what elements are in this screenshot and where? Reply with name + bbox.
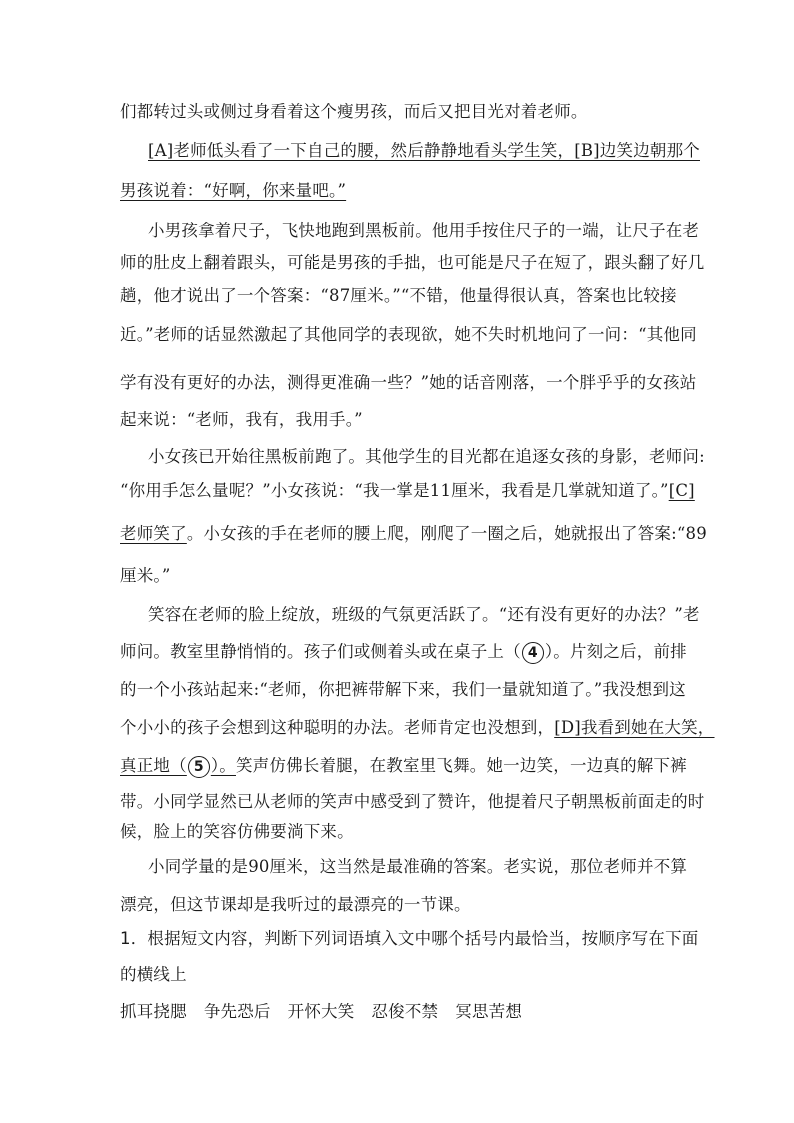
passage-text: 个小小的孩子会想到这种聪明的办法。老师肯定也没想到， xyxy=(120,718,555,737)
passage-line: 小女孩已开始往黑板前跑了。其他学生的目光都在追逐女孩的身影，老师问: xyxy=(148,447,705,466)
passage-line xyxy=(120,755,687,778)
passage-line: 学有没有更好的办法，测得更准确一些？”她的话音刚落，一个胖乎乎的女孩站 xyxy=(120,373,697,392)
passage-line: 笑容在老师的脸上绽放，班级的气氛更活跃了。“还有没有更好的办法？”老 xyxy=(148,605,700,624)
passage-line xyxy=(120,717,715,739)
passage-text: “你用手怎么量呢？”小女孩说：“我一掌是11厘米，我看是几掌就知道了。” xyxy=(120,481,669,500)
passage-line: 趟，他才说出了一个答案：“87厘米。”“不错，他量得很认真，答案也比较接 xyxy=(120,286,677,305)
blank-number-5-circled: 5 xyxy=(188,756,210,778)
passage-line: 小男孩拿着尺子，飞快地跑到黑板前。他用手按住尺子的一端，让尺子在老 xyxy=(148,221,700,240)
underlined-sentence-d: [D]我看到她在大笑， xyxy=(554,718,715,737)
passage-line xyxy=(148,140,700,162)
underlined-sentence-b-end: 男孩说着：“好啊，你来量吧。” xyxy=(120,181,347,200)
passage-line: 师的肚皮上翻着跟头，可能是男孩的手拙，也可能是尺子在短了，跟头翻了好几 xyxy=(120,253,705,272)
passage-line: 起来说：“老师，我有，我用手。” xyxy=(120,410,363,429)
passage-line: 候，脸上的笑容仿佛要淌下来。 xyxy=(120,822,354,841)
word-option: 争先恐后 xyxy=(203,1002,271,1021)
question-1-prompt: 1．根据短文内容，判断下列词语填入文中哪个括号内最恰当，按顺序写在下面 xyxy=(120,929,699,948)
passage-line: 厘米。” xyxy=(120,566,171,585)
passage-text: 。小女孩的手在老师的腰上爬，刚爬了一圈之后，她就报出了答案:“89 xyxy=(186,524,707,543)
passage-line: 小同学量的是90厘米，这当然是最准确的答案。老实说，那位老师并不算 xyxy=(148,857,688,876)
underlined-sentence-a-b: [A]老师低头看了一下自己的腰，然后静静地看头学生笑，[B]边笑边朝那个 xyxy=(148,141,700,160)
passage-line: 漂亮，但这节课却是我听过的最漂亮的一节课。 xyxy=(120,895,471,914)
passage-line xyxy=(120,180,680,202)
word-option: 抓耳挠腮 xyxy=(120,1002,187,1021)
passage-text: 笑声仿佛长着腿，在教室里飞舞。她一边笑，一边真的解下裤 xyxy=(235,756,687,775)
passage-line xyxy=(120,480,695,502)
blank-number-4-circled: 4 xyxy=(522,642,544,664)
question-1-prompt-cont: 的横线上 xyxy=(120,965,187,984)
underlined-marker-c: [C] xyxy=(668,481,695,500)
passage-line: 带。小同学显然已从老师的笑声中感受到了赞许，他提着尺子朝黑板前面走的时 xyxy=(120,792,705,811)
passage-line: 们都转过头或侧过身看着这个瘦男孩，而后又把目光对着老师。 xyxy=(120,102,588,121)
underlined-sentence-d-end xyxy=(120,756,236,775)
word-bank xyxy=(120,1001,680,1023)
word-option: 开怀大笑 xyxy=(287,1002,355,1021)
passage-line: 近。”老师的话显然激起了其他同学的表现欲，她不失时机地问了一问：“其他同 xyxy=(120,325,697,344)
passage-line xyxy=(120,523,707,545)
passage-text: ）。片刻之后，前排 xyxy=(544,642,687,661)
word-option: 忍俊不禁 xyxy=(371,1002,439,1021)
passage-line xyxy=(120,641,687,664)
passage-text: 师问。教室里静悄悄的。孩子们或侧着头或在桌子上（ xyxy=(120,642,521,661)
passage-line: 的一个小孩站起来:“老师，你把裤带解下来，我们一量就知道了。”我没想到这 xyxy=(120,680,686,699)
passage-text: ）。 xyxy=(210,756,236,775)
underlined-sentence-c: 老师笑了 xyxy=(120,524,187,543)
passage-text: 真正地（ xyxy=(120,756,187,775)
word-option: 冥思苦想 xyxy=(455,1002,523,1021)
